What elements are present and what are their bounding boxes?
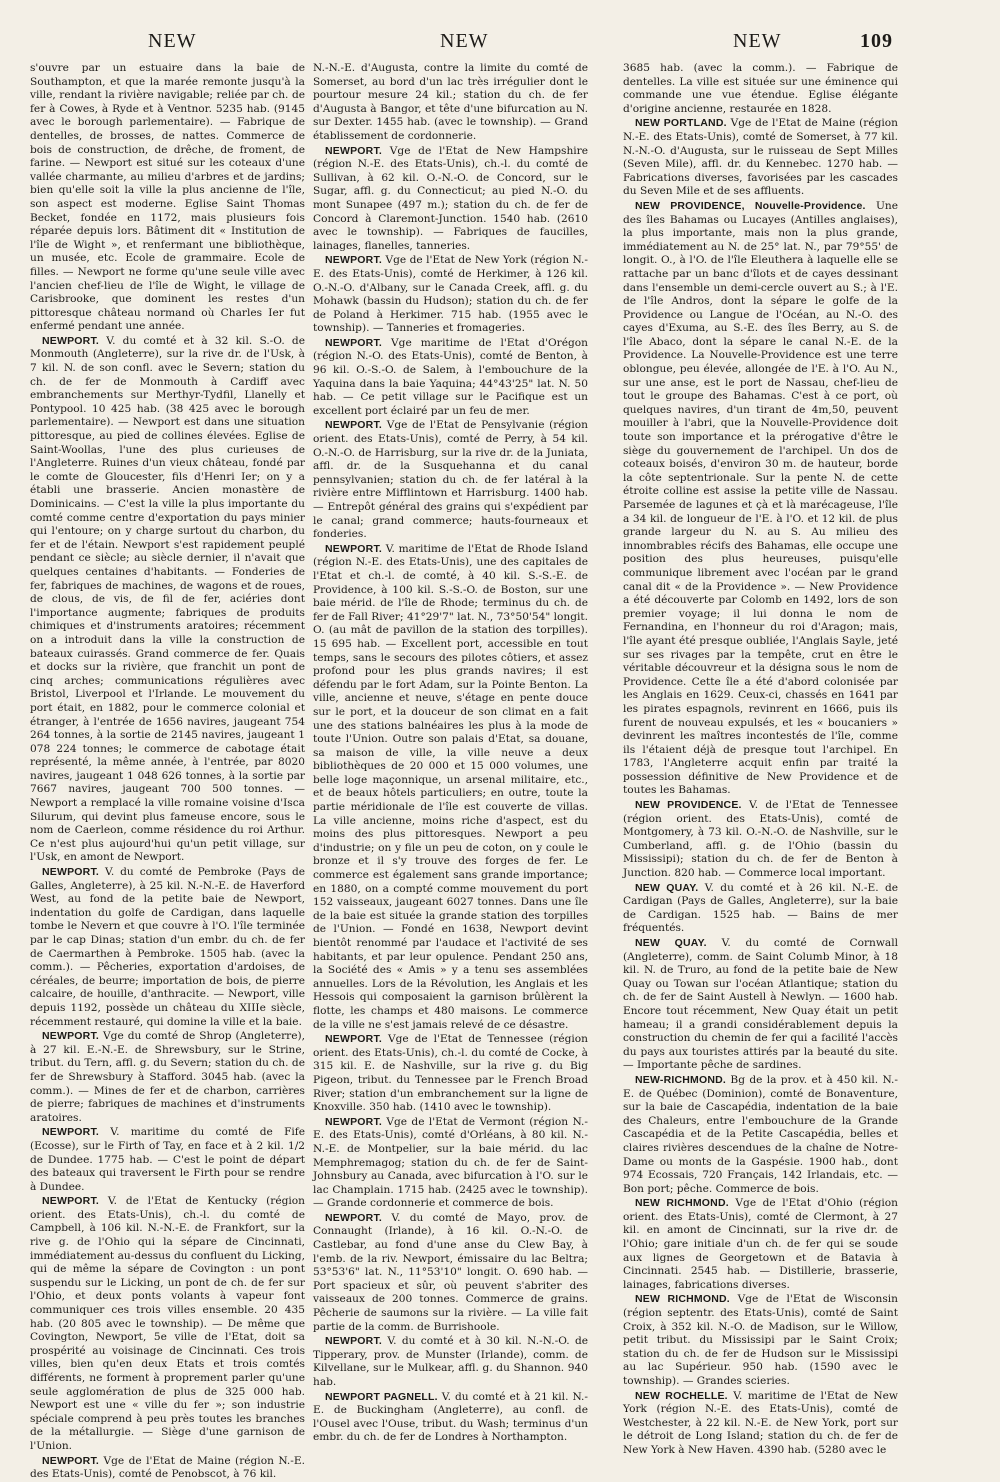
entry-text: V. maritime de l'Etat de New York (région N.-E. des Etats-Unis), comté de Westchester, à 22 kil. N.-E. de New York, port sur le détroit de Long Island; station du ch. de fer de New York à New Haven. 4390 hab. (5280 avec le [623, 1389, 898, 1456]
dictionary-entry [313, 1391, 588, 1445]
column-3 [623, 62, 899, 1456]
entry-text: s'ouvre par un estuaire dans la baie de Southampton, et que la marée remonte jusqu'à la ville, rendant la rivière navigable; reliée par ch. de fer à Cowes, à Ryde et à Ventnor. 5235 hab. (9145 avec le borough parlementaire). — Fabrique de dentelles, de brosses, de nattes. Commerce de bois de construction, de drêche, de froment, de farine. — Newport est situé sur les coteaux d'une vallée charmante, au milieu d'arbres et de jardins; bien qu'elle soit la ville la plus ancienne de l'île, son aspect est moderne. Eglise Saint Thomas Becket, fondée en 1172, mais plusieurs fois réparée depuis lors. Bâtiment dit « Institution de l'île de Wight », et renfermant une bibliothèque, un musée, etc. Ecole de grammaire. Ecole de filles. — Newport ne forme qu'une seule ville avec l'ancien chef-lieu de l'île de Wight, le village de Carisbrooke, que dominent les restes d'un pittoresque château normand où Charles Ier fut enfermé pendant une année. [30, 62, 305, 333]
column-1 [30, 62, 305, 1481]
entry-headword: NEWPORT. [325, 254, 383, 267]
entry-headword: NEWPORT PAGNELL. [325, 1390, 438, 1403]
entry-headword: NEW QUAY. [635, 881, 699, 894]
entry-text: V. du comté et à 30 kil. N.-N.-O. de Tipperary, prov. de Munster (Irlande), comm. de Kilvellane, sur le Mulkear, affl. g. du Shannon. 940 hab. [313, 1335, 588, 1388]
entry-text: 3685 hab. (avec la comm.). — Fabrique de dentelles. La ville est située sur une éminence qui commande une vue étendue. Eglise élégante d'origine ancienne, restaurée en 1828. [623, 62, 898, 115]
entry-headword: NEWPORT. [42, 1126, 100, 1139]
entry-text: Vge de l'Etat de Vermont (région N.-E. des Etats-Unis), comté d'Orléans, à 80 kil. N.-N.-E. de Montpelier, sur la baie mérid. du lac Memphremagog; station du ch. de fer de Saint-Johnsbury au Canada, avec bifurcation à l'O. sur le lac Champlain. 1715 hab. (2425 avec le township). — Grande cordonnerie et commerce de bois. [313, 1115, 588, 1210]
dictionary-entry [623, 1293, 898, 1388]
entry-headword: NEW RICHMOND. [635, 1293, 730, 1306]
dictionary-entry [313, 145, 588, 254]
entry-headword: NEWPORT. [325, 542, 383, 555]
dictionary-entry [313, 337, 588, 419]
entry-headword: NEW PORTLAND. [635, 117, 727, 130]
running-head-left: NEW [148, 30, 197, 52]
entry-text: V. du comté et à 21 kil. N.-E. de Buckingham (Angleterre), au confl. de l'Ousel avec l'Ouse, tribut. du Wash; terminus d'un embr. du ch. de fer de Londres à Northampton. [313, 1390, 588, 1444]
entry-text: Bg de la prov. et à 450 kil. N.-E. de Québec (Dominion), comté de Bonaventure, sur la baie de Cascapédia, indentation de la baie des Chaleurs, entre l'embouchure de la Grande Cascapédia et de la Petite Cascapédia, belles et claires rivières descendues de la chaîne de Notre-Dame ou monts de la Gaspésie. 1900 hab., dont 974 Ecossais, 720 Français, 142 Irlandais, etc. — Bon port; pêche. Commerce de bois. [623, 1073, 898, 1195]
entry-headword: NEWPORT. [325, 1115, 383, 1128]
dictionary-entry [313, 1212, 588, 1334]
dictionary-entry [313, 1033, 588, 1115]
entry-text: Vge maritime de l'Etat d'Orégon (région N.-O. des Etats-Unis), comté de Benton, à 96 kil. O.-S.-O. de Salem, à l'embouchure de la Yaquina dans la baie Yaquina; 44°43'25" lat. N. 50 hab. — Ce petit village sur le Pacifique est un excellent port éclairé par un feu de mer. [313, 336, 588, 417]
entry-headword: NEWPORT. [325, 1211, 383, 1224]
entry-headword: NEWPORT. [325, 336, 383, 349]
entry-text: Vge de l'Etat d'Ohio (région orient. des Etats-Unis), comté de Clermont, à 27 kil. en amont de Cincinnati, sur la rive dr. de l'Ohio; gare initiale d'un ch. de fer qui se soude aux lignes de Georgetown et de Batavia à Cincinnati. 2545 hab. — Distillerie, brasserie, lainages, fabrications diverses. [623, 1197, 898, 1291]
dictionary-entry [313, 254, 588, 336]
entry-headword: NEWPORT. [325, 144, 383, 157]
entry-headword: NEWPORT. [42, 1454, 100, 1467]
dictionary-entry [313, 419, 588, 541]
entry-text: Vge de l'Etat de Pensylvanie (région orient. des Etats-Unis), comté de Perry, à 54 kil. O.-N.-O. de Harrisburg, sur la rive dr. de la Juniata, affl. dr. de la Susquehanna et du canal pennsylvanien; station du ch. de fer latéral à la rivière entre Mifflintown et Harrisburg. 1400 hab. — Entrepôt général des grains qui s'expédient par le canal; grand commerce; hauts-fourneaux et fonderies. [313, 419, 588, 541]
entry-headword: NEWPORT. [42, 1195, 100, 1208]
dictionary-columns [0, 62, 1000, 1481]
dictionary-entry [313, 1116, 588, 1211]
entry-text: Une des îles Bahamas ou Lucayes (Antilles anglaises), la plus importante, mais non la plus grande, immédiatement au N. de 25° lat. N., par 79°55' de longit. O., à l'O. de l'île Eleuthera à laquelle elle se rattache par un banc d'îlots et de cayes dessinant dans l'ensemble un demi-cercle ouvert au S.; à l'E. de l'île Andros, dont la sépare le golfe de la Providence ou Langue de l'Océan, au N.-O. des cayes d'Exuma, au S.-E. des îles Berry, au S. de l'île Abaco, dont la sépare le canal N.-E. de la Providence. La Nouvelle-Providence est une terre oblongue, peu élevée, allongée de l'E. à l'O. Au N., sur une anse, est le port de Nassau, chef-lieu de tout le groupe des Bahamas. C'est à ce port, où quelques navires, d'un tirant de 4m,50, peuvent mouiller à l'abri, que la Nouvelle-Providence doit toute son importance et la prérogative d'être le siège du gouvernement de l'archipel. Un dos de coteaux boisés, d'environ 30 m. de hauteur, borde la côte septentrionale. Sur la pente N. de cette étroite colline est assise la petite ville de Nassau. Parsemée de lagunes et çà et là marécageuse, l'île a 34 kil. de longueur de l'E. à l'O. et 12 kil. de plus grande largeur du N. au S. Au milieu des innombrables récifs des Bahamas, elle occupe une position des plus heureuses, puisqu'elle communique librement avec l'océan par le grand canal dit « de la Providence ». — New Providence a été découverte par Colomb en 1492, lors de son premier voyage; il lui donna le nom de Fernandina, en l'honneur du roi d'Aragon; mais, l'île ayant été presque oubliée, l'Anglais Sayle, jeté sur ses rivages par la tempête, crut en être le véritable découvreur et la désigna sous le nom de Providence. Cette île a été d'abord colonisée par les Anglais en 1629. Ceux-ci, chassés en 1641 par les pirates espagnols, revinrent en 1666, puis ils furent de nouveau expulsés, et les « boucaniers » devinrent les maîtres incontestés de l'île, comme ils l'étaient déjà de presque tout l'archipel. En 1783, l'Angleterre acquit enfin par traité la possession définitive de New Providence et de toutes les Bahamas. [623, 199, 898, 797]
entry-text: V. du comté de Pembroke (Pays de Galles, Angleterre), à 25 kil. N.-N.-E. de Haverford West, au fond de la petite baie de Newport, indentation du golfe de Cardigan, dans laquelle tombe le Nevern et que couvre à l'O. l'île terminée par le cap Dinas; station d'un embr. du ch. de fer de Caermarthen à Pembroke. 1505 hab. (avec la comm.). — Pêcheries, exportation d'ardoises, de céréales, de beurre; importation de bois, de pierre calcaire, de houille, d'anthracite. — Newport, ville depuis 1192, possède un château du XIIIe siècle, récemment restauré, qui domine la ville et la baie. [30, 866, 305, 1028]
dictionary-entry [313, 543, 588, 1032]
entry-text: V. maritime du comté de Fife (Ecosse), sur le Firth of Tay, en face et à 2 kil. 1/2 de Dundee. 1775 hab. — C'est le point de départ des bateaux qui traversent le Firth pour se rendre à Dundee. [30, 1126, 305, 1193]
dictionary-entry [623, 799, 898, 881]
dictionary-entry [623, 117, 898, 199]
entry-text: Vge de l'Etat de Maine (région N.-E. des Etats-Unis), comté de Somerset, à 77 kil. N.-N.-O. d'Augusta, sur le ruisseau de Sept Milles (Seven Mile), affl. dr. du Kennebec. 1270 hab. — Fabrications diverses, favorisées par les cascades du Seven Mile et de ses affluents. [623, 117, 899, 198]
entry-text: Vge de l'Etat de Wisconsin (région septentr. des Etats-Unis), comté de Saint Croix, à 352 kil. N.-O. de Madison, sur le Willow, petit tribut. du Mississipi par le Saint Croix; station du ch. de fer de Hudson sur le Mississipi au lac Supérieur. 950 hab. (1590 avec le township). — Grandes scieries. [623, 1293, 898, 1387]
entry-text: V. maritime de l'Etat de Rhode Island (région N.-E. des Etats-Unis), une des capitales de l'Etat et ch.-l. de comté, à 40 kil. S.-S.-E. de Providence, à 100 kil. S.-S.-O. de Boston, sur une baie mérid. de l'île de Rhode; terminus du ch. de fer de Fall River; 41°29'7" lat. N., 73°50'54" longit. O. (au mât de pavillon de la station des torpilles). 15 695 hab. — Excellent port, accessible en tout temps, sans le secours des pilotes côtiers, et assez profond pour les plus grands navires; il est défendu par le fort Adam, sur la Pointe Benton. La ville, ancienne et neuve, s'étage en pente douce sur le port, et la douceur de son climat en a fait une des stations balnéaires les plus à la mode de toute l'Union. Outre son palais d'Etat, sa douane, sa maison de ville, la ville neuve a deux bibliothèques de 20 000 et 15 000 volumes, une belle loge maçonnique, un arsenal militaire, etc., et de beaux hôtels particuliers; en outre, toute la partie méridionale de l'île est couverte de villas. La ville ancienne, moins riche d'aspect, est du moins des plus pittoresques. Newport a peu d'industrie; on y file un peu de coton, on y coule le bronze et il s'y trouve des forges de fer. Le commerce est également sans grande importance; en 1880, on a compté comme mouvement du port 152 vaisseaux, jaugeant 6027 tonnes. Dans une île de la baie est située la grande station des torpilles de l'Union. — Fondé en 1638, Newport devint bientôt renommé par l'audace et l'activité de ses habitants, et par leur opulence. Pendant 250 ans, la Société des « Amis » y a tenu ses assemblées annuelles. Lors de la Révolution, les Anglais et les Hessois qui composaient la garnison brûlèrent la flotte, les champs et 480 maisons. Le commerce de la ville ne s'est jamais relevé de ce désastre. [313, 542, 588, 1031]
entry-text: N.-N.-E. d'Augusta, contre la limite du comté de Somerset, au bord d'un lac très irrégulier dont le pourtour mesure 24 kil.; station du ch. de fer d'Augusta à Bangor, et tête d'une bifurcation au N. sur Dexter. 1455 hab. (avec le township). — Grand établissement de cordonnerie. [313, 62, 588, 142]
dictionary-entry [30, 1030, 305, 1125]
entry-headword: NEW RICHMOND. [635, 1197, 729, 1210]
entry-headword: NEW-RICHMOND. [635, 1073, 727, 1086]
dictionary-entry [623, 1390, 898, 1458]
dictionary-entry [623, 937, 898, 1073]
entry-continuation [623, 62, 898, 116]
entry-text: Vge du comté de Shrop (Angleterre), à 27 kil. E.-N.-E. de Shrewsbury, sur le Strine, tribut. du Tern, affl. g. du Severn; station du ch. de fer de Shrewsbury à Stafford. 3045 hab. (avec la comm.). — Mines de fer et de charbon, carrières de pierre; fabriques de machines et d'instruments aratoires. [30, 1030, 305, 1124]
entry-headword: NEWPORT. [325, 1033, 383, 1046]
column-2 [313, 62, 589, 1444]
entry-text: V. du comté de Mayo, prov. de Connaught (Irlande), à 16 kil. O.-N.-O. de Castlebar, au fond d'une anse du Clew Bay, à l'emb. de la riv. Newport, émissaire du lac Beltra; 53°53'6" lat. N., 11°53'10" longit. O. 690 hab. — Port spacieux et sûr, où peuvent s'abriter des vaisseaux de 200 tonnes. Commerce de grains. Pêcherie de saumons sur la rivière. — La ville fait partie de la comm. de Burrishoole. [313, 1211, 589, 1333]
entry-continuation [313, 62, 588, 144]
dictionary-entry [623, 200, 898, 798]
dictionary-entry [30, 1195, 305, 1453]
entry-text: Vge de l'Etat de New Hampshire (région N.-E. des Etats-Unis), ch.-l. du comté de Sullivan, à 62 kil. O.-N.-O. de Concord, sur le Sugar, affl. g. du Connecticut; au pied N.-O. du mont Sunapee (497 m.); station du ch. de fer de Concord à Claremont-Junction. 1540 hab. (2610 avec le township). — Fabriques de faucilles, lainages, flanelles, tanneries. [313, 144, 588, 252]
page-number: 109 [860, 30, 893, 52]
entry-headword: NEWPORT. [325, 1335, 383, 1348]
entry-text: Vge de l'Etat de Maine (région N.-E. des Etats-Unis), comté de Penobscot, à 76 kil. [30, 1454, 305, 1481]
entry-headword: NEW PROVIDENCE. [635, 799, 742, 812]
dictionary-entry [623, 882, 898, 936]
entry-headword: NEW ROCHELLE. [635, 1389, 728, 1402]
entry-text: V. du comté et à 26 kil. N.-E. de Cardigan (Pays de Galles, Angleterre), sur la baie de Cardigan. 1525 hab. — Bains de mer fréquentés. [623, 881, 899, 935]
entry-headword: NEWPORT. [42, 334, 100, 347]
dictionary-entry [313, 1335, 588, 1389]
running-head-right: NEW [733, 30, 782, 52]
entry-text: V. de l'Etat de Kentucky (région orient. des Etats-Unis), ch.-l. du comté de Campbell, à 106 kil. N.-N.-E. de Frankfort, sur la rive g. de l'Ohio qui la sépare de Cincinnati, immédiatement au-dessus du confluent du Licking, qui de même la sépare de Covington : un pont suspendu sur le Licking, un pont de ch. de fer sur l'Ohio, et deux ponts volants à vapeur font communiquer ces trois villes ensemble. 20 435 hab. (20 805 avec le township). — De même que Covington, Newport, 5e ville de l'Etat, doit sa prospérité au voisinage de Cincinnati. Ces trois villes, bien qu'en deux Etats et trois comtés différents, ne forment à proprement parler qu'une seule agglomération de plus de 325 000 hab. Newport est une « ville du fer »; son industrie spéciale comprend à peu près toutes les branches de la métallurgie. — Siège d'une garnison de l'Union. [30, 1195, 305, 1452]
entry-text: V. du comté et à 32 kil. S.-O. de Monmouth (Angleterre), sur la rive dr. de l'Usk, à 7 kil. N. de son confl. avec le Severn; station du ch. de fer de Monmouth à Cardiff avec embranchements sur Merthyr-Tydfil, Llanelly et Pontypool. 10 425 hab. (38 425 avec le borough parlementaire). — Newport est dans une situation pittoresque, au pied de collines élevées. Eglise de Saint-Woollas, l'une des plus curieuses de l'Angleterre. Ruines d'un vieux château, fondé par le comte de Gloucester, fils d'Henri Ier; on y a établi une brasserie. Ancien monastère de Dominicains. — C'est la ville la plus importante du comté comme centre d'exportation du pays minier qui l'entoure; on y charge surtout du charbon, du fer et de l'étain. Newport s'est rapidement peuplé pendant ce siècle; au siècle dernier, il n'avait que quelques centaines d'habitants. — Fonderies de fer, fabriques de machines, de wagons et de roues, de clous, de vis, de fil de fer, aciéries dont l'importance augmente; fabriques de produits chimiques et d'instruments aratoires; récemment on a introduit dans la ville la construction de bateaux cuirassés. Grand commerce de fer. Quais et docks sur la rivière, que franchit un pont de cinq arches; communications régulières avec Bristol, Liverpool et l'Irlande. Le mouvement du port était, en 1882, pour le commerce colonial et étranger, à l'entrée de 1656 navires, jaugeant 754 264 tonnes, à la sortie de 2145 navires, jaugeant 1 078 224 tonnes; le commerce de cabotage était représenté, la même année, à l'entrée, par 8020 navires, jaugeant 1 048 626 tonnes, à la sortie par 7667 navires, jaugeant 700 500 tonnes. — Newport a remplacé la ville romaine voisine d'Isca Silurum, qui devint plus fameuse encore, sous le nom de Caerleon, comme résidence du roi Arthur. Ce n'est plus aujourd'hui qu'un petit village, sur l'Usk, en amont de Newport. [30, 334, 305, 864]
entry-continuation [30, 62, 305, 334]
dictionary-entry [623, 1197, 898, 1292]
entry-headword: NEWPORT. [325, 419, 383, 432]
dictionary-entry [30, 1126, 305, 1194]
entry-headword: NEW QUAY. [635, 937, 707, 949]
entry-headword: NEWPORT. [42, 1030, 100, 1043]
entry-text: Vge de l'Etat de Tennessee (région orient. des Etats-Unis), ch.-l. du comté de Cocke, à 315 kil. E. de Nashville, sur la rive g. du Big Pigeon, tribut. du Tennessee par le French Broad River; station d'un embranchement sur la ligne de Knoxville. 350 hab. (1410 avec le township). [313, 1033, 588, 1114]
entry-text: V. du comté de Cornwall (Angleterre), comm. de Saint Columb Minor, à 18 kil. N. de Truro, au fond de la petite baie de New Quay ou Towan sur l'océan Atlantique; station du ch. de fer de Saint Austell à Newlyn. — 1600 hab. Encore tout récemment, New Quay était un petit hameau; il a grandi considérablement depuis la construction du chemin de fer qui a facilité l'accès du pays aux touristes attirés par la beauté du site. — Importante pêche de sardines. [623, 937, 898, 1072]
entry-headword: NEW PROVIDENCE, Nouvelle-Providence. [635, 199, 866, 212]
dictionary-entry [30, 1455, 305, 1482]
page-header [0, 30, 1000, 58]
entry-text: V. de l'Etat de Tennessee (région orient. des Etats-Unis), comté de Montgomery, à 73 kil. O.-N.-O. de Nashville, sur le Cumberland, affl. g. de l'Ohio (bassin du Mississipi); station du ch. de fer de Benton à Junction. 820 hab. — Commerce local important. [623, 799, 898, 880]
entry-text: Vge de l'Etat de New York (région N.-E. des Etats-Unis), comté de Herkimer, à 126 kil. O.-N.-O. d'Albany, sur le Canada Creek, affl. g. du Mohawk (bassin du Hudson); station du ch. de fer de Poland à Herkimer. 715 hab. (1955 avec le township). — Tanneries et fromageries. [313, 254, 589, 335]
dictionary-entry [623, 1074, 898, 1196]
dictionary-entry [30, 335, 305, 865]
dictionary-entry [30, 866, 305, 1029]
entry-headword: NEWPORT. [42, 866, 100, 879]
running-head-center: NEW [440, 30, 489, 52]
